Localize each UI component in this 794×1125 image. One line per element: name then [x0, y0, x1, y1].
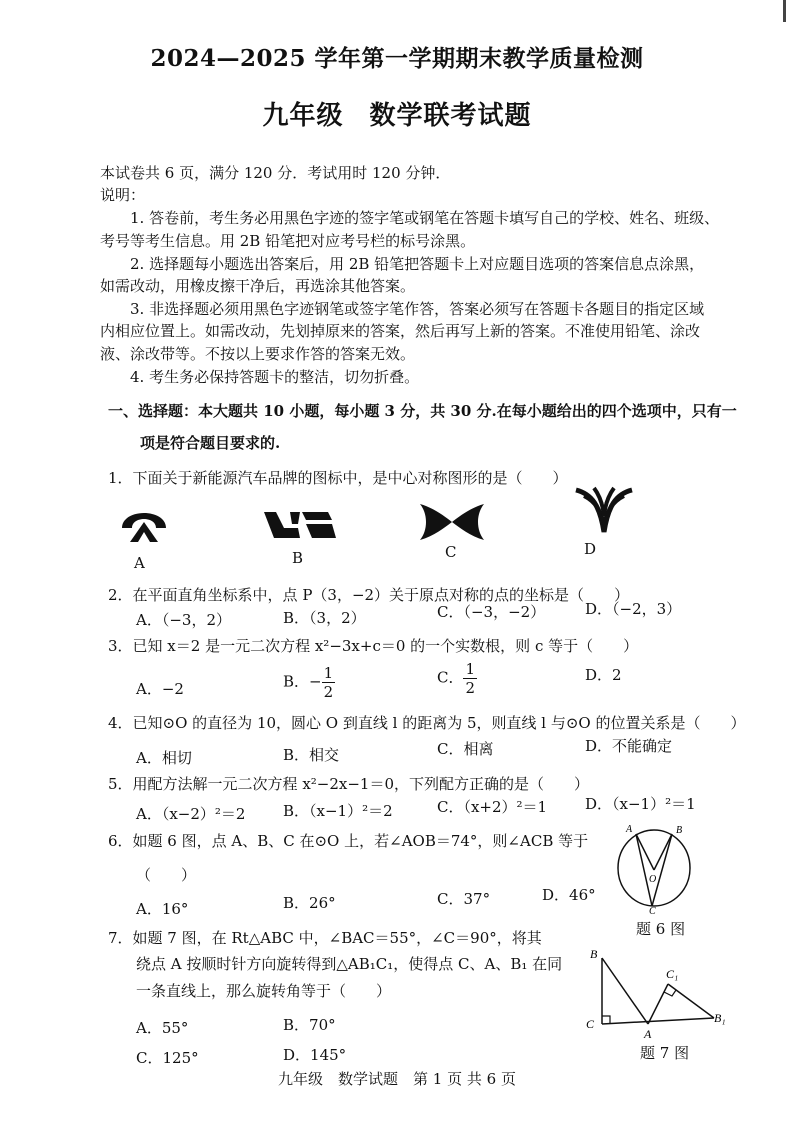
exam-subtitle [0, 95, 794, 132]
subject-label: 数学联考试题 [369, 101, 532, 131]
fig6-label-a: A [626, 824, 633, 835]
note-3b: 内相应位置上。如需改动，先划掉原来的答案，然后再写上新的答案。不准使用铅笔、涂改 [100, 322, 701, 340]
fraction-numerator: 1 [465, 660, 476, 678]
figure-7-caption: 题 7 图 [640, 1044, 690, 1062]
q7-line1: 7．如题 7 图，在 Rt△ABC 中，∠BAC＝55°，∠C＝90°，将其 [108, 929, 542, 947]
fig7-label-c1: C₁ [666, 967, 679, 981]
fig6-label-o: O [649, 874, 657, 885]
q7-option-b: B．70° [283, 1016, 336, 1034]
section-heading-line2: 项是符合题目要求的. [140, 434, 281, 452]
q6-paren: （ ） [136, 866, 197, 884]
fig7-label-b1: B₁ [714, 1011, 726, 1025]
right-angle-c [602, 1016, 610, 1024]
q3-option-c-fraction [463, 660, 477, 697]
logo-b-icon [262, 508, 338, 542]
q4-option-c: C．相离 [437, 740, 494, 758]
figure-6-caption: 题 6 图 [636, 920, 686, 938]
note-4: 4. 考生务必保持答题卡的整洁，切勿折叠。 [130, 368, 420, 386]
q5-option-c: C．（x+2）²＝1 [437, 798, 548, 816]
q2-option-a: A．（−3，2） [136, 611, 231, 629]
section-heading-line1: 一、选择题：本大题共 10 小题，每小题 3 分，共 30 分.在每小题给出的四个选项中，只有一 [108, 402, 737, 420]
q3-option-b [283, 664, 335, 701]
q4-stem: 4．已知⊙O 的直径为 10，圆心 O 到直线 l 的距离为 5，则直线 l 与⊙O 的位置关系是（ ） [108, 714, 746, 732]
note-2b: 如需改动，用橡皮擦干净后，再选涂其他答案。 [100, 277, 416, 295]
fraction-denominator: 2 [465, 679, 476, 697]
q7-option-d: D．145° [283, 1046, 347, 1064]
q7-option-a: A．55° [136, 1019, 189, 1037]
q4-option-b: B．相交 [283, 746, 340, 764]
logo-a-icon [118, 500, 170, 548]
note-3a: 3. 非选择题必须用黑色字迹钢笔或签字笔作答，答案必须写在答题卡各题目的指定区域 [130, 300, 705, 318]
q5-stem: 5．用配方法解一元二次方程 x²−2x−1＝0，下列配方正确的是（ ） [108, 775, 590, 793]
intro-line: 本试卷共 6 页，满分 120 分．考试用时 120 分钟． [100, 164, 451, 182]
q7-option-c: C．125° [136, 1049, 199, 1067]
q6-stem: 6．如题 6 图，点 A、B、C 在⊙O 上，若∠AOB＝74°，则∠ACB 等于 [108, 832, 589, 850]
q6-option-d: D．46° [542, 886, 596, 904]
q2-option-d: D．（−2，3） [585, 600, 682, 618]
note-1a: 1. 答卷前，考生务必用黑色字迹的签字笔或钢笔在答题卡填写自己的学校、姓名、班级、 [130, 209, 720, 227]
figure-7-diagram [582, 940, 732, 1040]
fig6-label-b: B [676, 825, 683, 836]
q4-option-d: D．不能确定 [585, 737, 673, 755]
q3-option-b-prefix: B．− [283, 672, 322, 691]
q3-stem: 3．已知 x＝2 是一元二次方程 x²−3x+c＝0 的一个实数根，则 c 等于（ ） [108, 637, 639, 655]
logo-d-icon [574, 486, 634, 536]
logo-c-icon [418, 502, 486, 542]
fig7-label-c: C [586, 1017, 595, 1031]
fraction-denominator: 2 [323, 683, 334, 701]
fig7-label-a: A [644, 1027, 652, 1040]
q6-option-b: B．26° [283, 894, 336, 912]
q5-option-b: B．（x−1）²＝2 [283, 802, 393, 820]
q6-option-a: A．16° [136, 900, 189, 918]
q4-option-a: A．相切 [136, 749, 192, 767]
q2-option-c: C．（−3，−2） [437, 603, 546, 621]
q7-line2: 绕点 A 按顺时针方向旋转得到△AB₁C₁，使得点 C、A、B₁ 在同 [136, 955, 563, 973]
note-1b: 考号等考生信息。用 2B 铅笔把对应考号栏的标号涂黑。 [100, 232, 476, 250]
right-angle-c1 [664, 990, 676, 996]
q1-label-d: D [584, 540, 597, 558]
fig6-label-c: C [649, 906, 656, 914]
fraction-numerator: 1 [323, 664, 334, 682]
q3-option-c-prefix: C． [437, 668, 464, 687]
figure-6-diagram [612, 822, 696, 914]
page-footer: 九年级 数学试题 第 1 页 共 6 页 [278, 1070, 516, 1088]
q7-line3: 一条直线上，那么旋转角等于（ ） [136, 982, 392, 1000]
q5-option-a: A．（x−2）²＝2 [136, 805, 246, 823]
q6-option-c: C．37° [437, 890, 491, 908]
scan-edge-mark [783, 0, 786, 22]
q1-label-a: A [134, 554, 145, 572]
note-3c: 液、涂改带等。不按以上要求作答的答案无效。 [100, 345, 416, 363]
q3-option-d: D．2 [585, 666, 622, 684]
circle-o [618, 830, 690, 906]
note-label: 说明： [100, 186, 146, 204]
q3-option-a: A．−2 [136, 680, 184, 698]
note-2a: 2. 选择题每小题选出答案后，用 2B 铅笔把答题卡上对应题目选项的答案信息点涂黑， [130, 255, 705, 273]
q3-option-c [437, 660, 477, 697]
q2-stem: 2．在平面直角坐标系中，点 P（3，−2）关于原点对称的点的坐标是（ ） [108, 586, 630, 604]
exam-title: 2024—2025 学年第一学期期末教学质量检测 [150, 45, 644, 72]
q2-option-b: B．（3，2） [283, 609, 366, 627]
q1-stem: 1．下面关于新能源汽车品牌的图标中，是中心对称图形的是（ ） [108, 469, 568, 487]
q1-label-b: B [292, 549, 304, 567]
q1-label-c: C [445, 543, 457, 561]
q5-option-d: D．（x−1）²＝1 [585, 795, 696, 813]
q3-option-b-fraction [322, 664, 336, 701]
grade-label: 九年级 [262, 101, 344, 131]
fig7-label-b: B [590, 947, 598, 961]
